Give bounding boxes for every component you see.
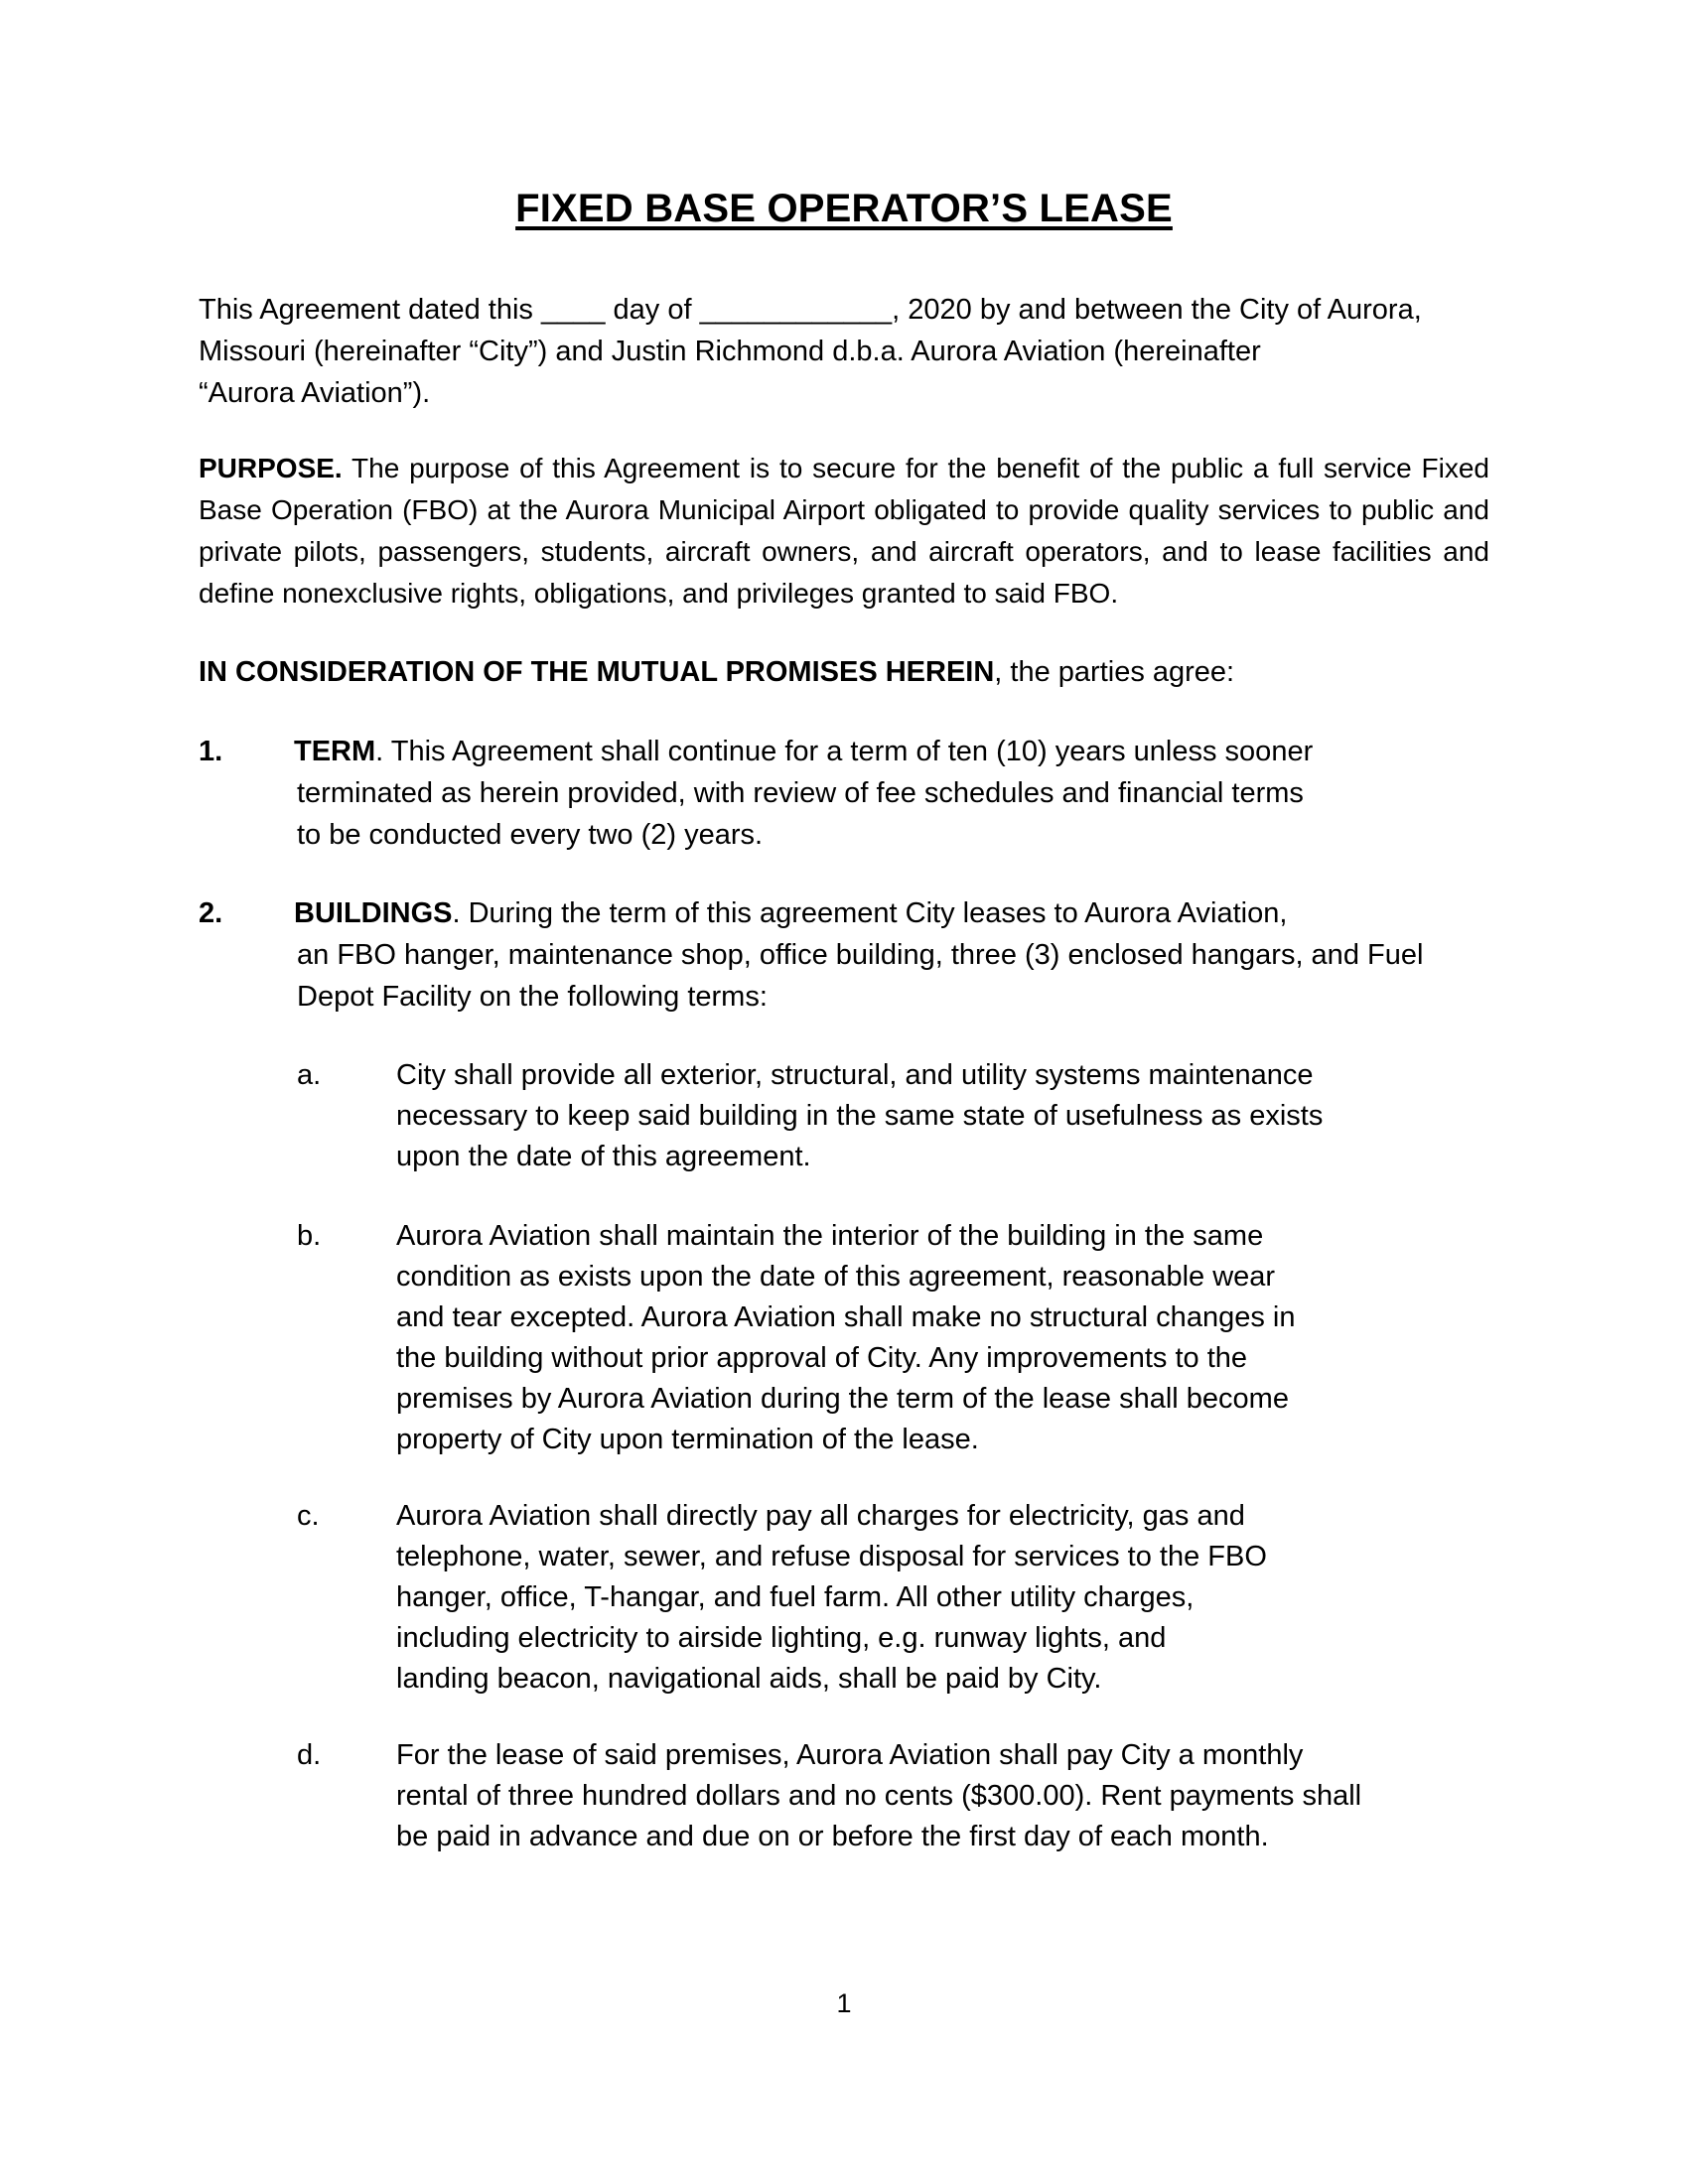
subsection-b [297,1216,1389,1460]
subsection-text: City shall provide all exterior, structural, and utility systems maintenance necessary to keep said building in the same state of usefulness as exists upon the date of this agreement. [396,1059,1324,1172]
subsection-letter: b. [297,1220,322,1252]
intro-line: Missouri (hereinafter “City”) and Justin Richmond d.b.a. Aurora Aviation (hereinafter [199,336,1261,367]
consideration-paragraph [199,651,1489,693]
section-number: 1. [199,736,223,767]
subsection-letter: d. [297,1739,322,1771]
subsection-text: For the lease of said premises, Aurora Aviation shall pay City a monthly rental of three hundred dollars and no cents ($300.00). Rent payments shall be paid in advance and due on or before the first day of each month. [396,1739,1362,1852]
section-buildings [199,892,1489,1018]
subsection-letter: a. [297,1059,322,1091]
document-title: FIXED BASE OPERATOR’S LEASE [515,187,1173,230]
consideration-text: , the parties agree: [994,656,1235,688]
subsection-a [297,1055,1389,1177]
subsection-letter: c. [297,1500,320,1532]
page-number: 1 [836,1988,852,2018]
consideration-label: IN CONSIDERATION OF THE MUTUAL PROMISES HEREIN [199,656,995,688]
section-body [294,892,1489,1018]
subsection-text: Aurora Aviation shall directly pay all charges for electricity, gas and telephone, water, sewer, and refuse disposal for services to the FBO hanger, office, T-hangar, and fuel farm. All other utility charges, including electricity to airside lighting, e.g. runway lights, and landing beacon, navigational aids, shall be paid by City. [396,1500,1267,1695]
section-line: Depot Facility on the following terms: [297,981,768,1013]
subsection-text: Aurora Aviation shall maintain the interior of the building in the same condition as exists upon the date of this agreement, reasonable wear and tear excepted. Aurora Aviation shall make no structural changes in the building without prior approval of City. Any improvements to the premises by Aurora Aviation during the term of the lease shall become property of City upon termination of the lease. [396,1220,1296,1455]
subsection-c [297,1496,1389,1700]
section-term [199,731,1489,856]
purpose-paragraph [199,448,1489,614]
intro-line: This Agreement dated this ____ day of ____________, 2020 by and between the City of Aurora, [199,294,1422,326]
section-line: an FBO hanger, maintenance shop, office building, three (3) enclosed hangars, and Fuel [297,939,1424,971]
subsection-d [297,1735,1389,1857]
section-line: . During the term of this agreement City leases to Aurora Aviation, [452,897,1288,929]
section-body [294,731,1489,856]
purpose-label: PURPOSE. [199,453,343,483]
intro-paragraph [199,289,1489,414]
section-line: terminated as herein provided, with review of fee schedules and financial terms [297,777,1304,809]
section-number: 2. [199,897,223,929]
section-line: . This Agreement shall continue for a term of ten (10) years unless sooner [375,736,1314,767]
section-heading: TERM [294,736,376,767]
intro-line: “Aurora Aviation”). [199,377,431,409]
purpose-text: The purpose of this Agreement is to secure for the benefit of the public a full service Fixed Base Operation (FBO) at the Aurora Municipal Airport obligated to provide quality services to public and private pilots, passengers, students, aircraft owners, and aircraft operators, and to lease facilities and define nonexclusive rights, obligations, and privileges granted to said FBO. [199,453,1489,609]
section-line: to be conducted every two (2) years. [297,819,764,851]
section-heading: BUILDINGS [294,897,453,929]
